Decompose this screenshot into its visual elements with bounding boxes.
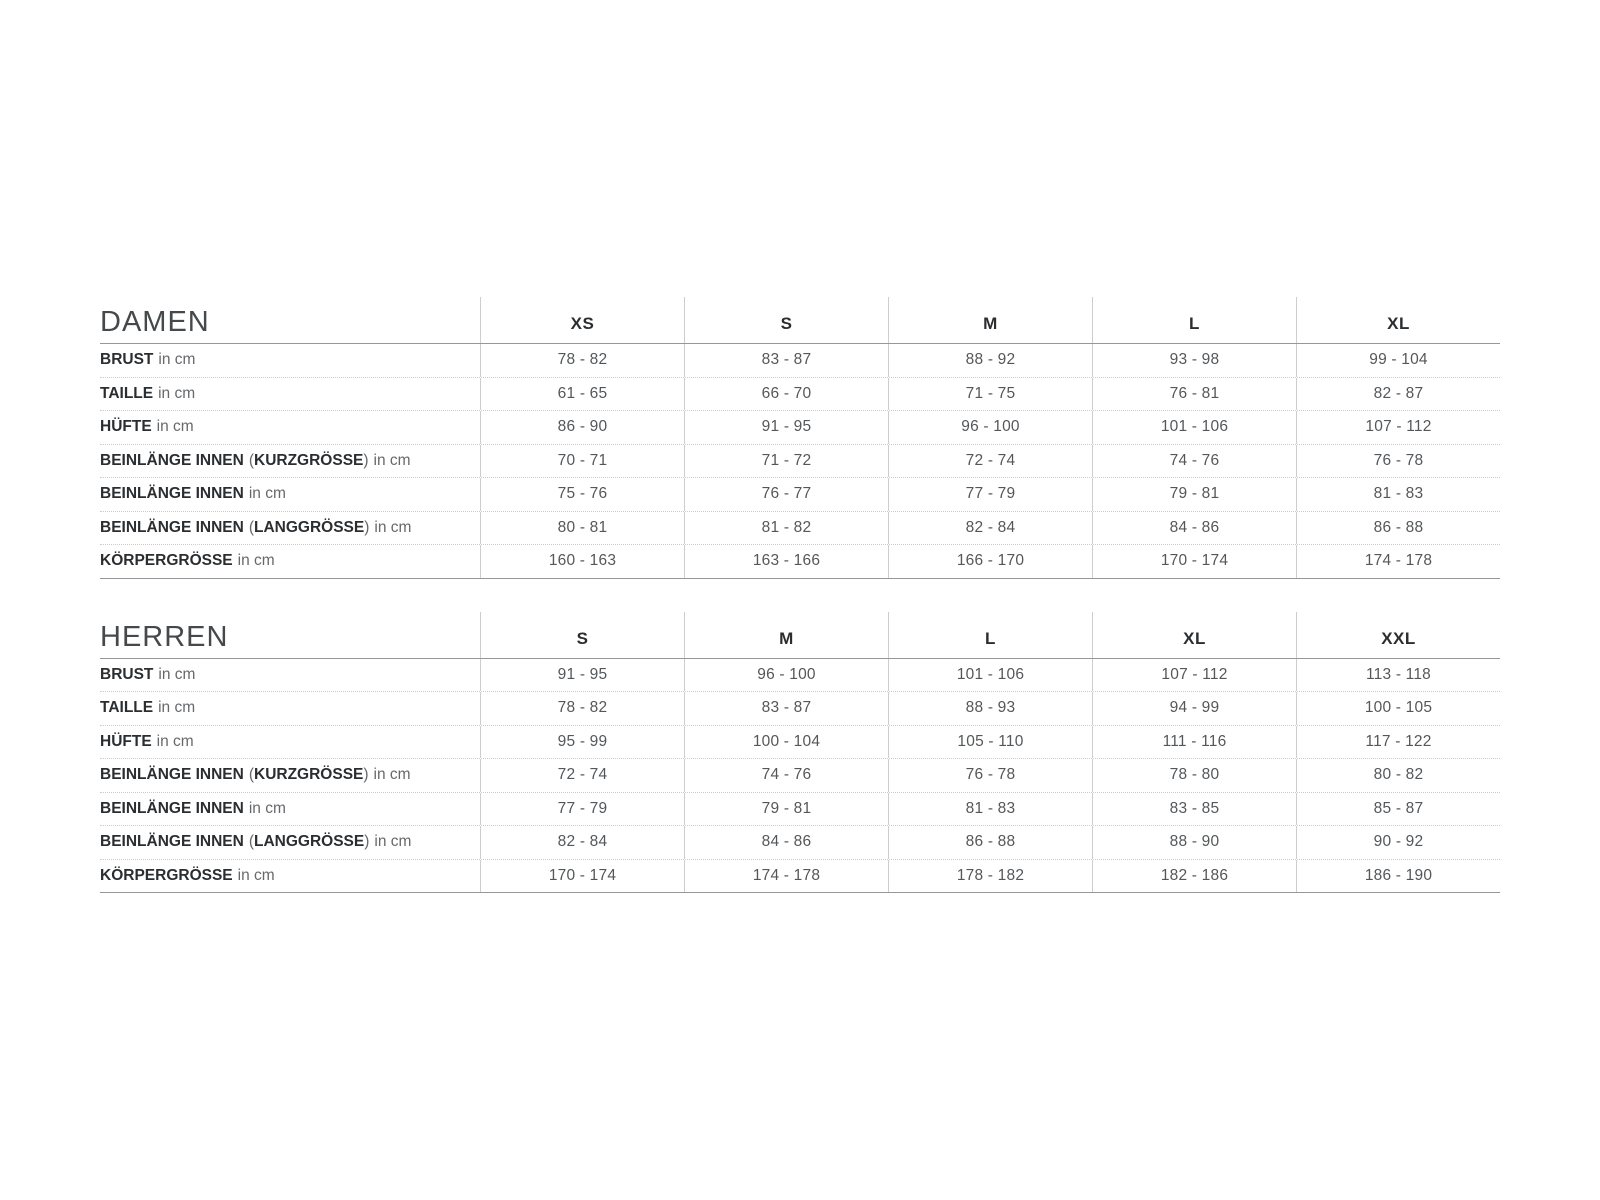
row-label-cell: [100, 478, 480, 511]
value-cell: [1296, 378, 1500, 411]
value-cell: [684, 445, 888, 478]
value-cell: [684, 726, 888, 759]
size-range-value: 99 - 104: [1369, 351, 1428, 369]
row-label-cell: [100, 726, 480, 759]
value-cell: [684, 545, 888, 578]
size-range-value: 79 - 81: [1169, 485, 1220, 503]
row-label-unit: in cm: [237, 552, 275, 570]
size-range-value: 82 - 84: [557, 833, 608, 851]
size-range-value: 186 - 190: [1364, 866, 1433, 884]
value-cell: [1092, 344, 1296, 377]
size-range-value: 101 - 106: [956, 665, 1025, 683]
row-label-bold: BEINLÄNGE INNEN: [100, 833, 244, 851]
value-cell: [1296, 826, 1500, 859]
value-cell: [888, 692, 1092, 725]
size-range-value: 174 - 178: [1364, 552, 1433, 570]
size-range-value: 91 - 95: [761, 418, 812, 436]
size-range-value: 90 - 92: [1373, 833, 1424, 851]
size-range-value: 72 - 74: [557, 766, 608, 784]
value-cell: [1296, 445, 1500, 478]
value-cell: [684, 692, 888, 725]
table-title-cell: [100, 297, 480, 343]
size-label: S: [576, 628, 589, 648]
table-header-row: [100, 612, 1500, 659]
row-label-unit: in cm: [374, 833, 412, 851]
value-cell: [888, 659, 1092, 692]
size-range-value: 80 - 81: [557, 518, 608, 536]
paren-close: ): [363, 766, 369, 784]
size-range-value: 81 - 82: [761, 518, 812, 536]
size-range-value: 91 - 95: [557, 665, 608, 683]
value-cell: [1092, 445, 1296, 478]
size-range-value: 79 - 81: [761, 799, 812, 817]
size-column-header: [480, 297, 684, 343]
size-table-damen: [100, 297, 1500, 579]
table-row: [100, 378, 1500, 412]
row-label-unit: in cm: [158, 699, 196, 717]
table-title-herren: HERREN: [100, 620, 229, 653]
value-cell: [1296, 659, 1500, 692]
paren-close: ): [364, 518, 370, 536]
size-range-value: 78 - 82: [557, 699, 608, 717]
row-label-unit: in cm: [158, 384, 196, 402]
size-range-value: 96 - 100: [757, 665, 816, 683]
size-label: L: [1189, 314, 1200, 333]
size-range-value: 174 - 178: [752, 866, 821, 884]
value-cell: [480, 793, 684, 826]
value-cell: [1092, 478, 1296, 511]
size-range-value: 84 - 86: [761, 833, 812, 851]
value-cell: [480, 478, 684, 511]
size-range-value: 74 - 76: [1169, 451, 1220, 469]
size-range-value: 76 - 78: [965, 766, 1016, 784]
size-column-header: [1296, 297, 1500, 343]
size-range-value: 74 - 76: [761, 766, 812, 784]
value-cell: [480, 860, 684, 893]
value-cell: [888, 411, 1092, 444]
row-label-paren: KURZGRÖSSE: [254, 766, 364, 784]
table-row: [100, 793, 1500, 827]
value-cell: [888, 726, 1092, 759]
table-row: [100, 659, 1500, 693]
paren-close: ): [363, 451, 369, 469]
value-cell: [684, 826, 888, 859]
value-cell: [1296, 545, 1500, 578]
row-label-bold: HÜFTE: [100, 732, 152, 750]
size-range-value: 78 - 80: [1169, 766, 1220, 784]
row-label-cell: [100, 860, 480, 893]
value-cell: [684, 759, 888, 792]
size-range-value: 113 - 118: [1366, 665, 1431, 683]
value-cell: [480, 545, 684, 578]
table-row: [100, 759, 1500, 793]
size-range-value: 100 - 104: [752, 732, 821, 750]
row-label-unit: in cm: [374, 518, 412, 536]
value-cell: [888, 512, 1092, 545]
size-table-herren: [100, 612, 1500, 894]
size-range-value: 170 - 174: [548, 866, 617, 884]
size-range-value: 163 - 166: [752, 552, 821, 570]
value-cell: [684, 659, 888, 692]
size-range-value: 178 - 182: [956, 866, 1025, 884]
size-range-value: 88 - 92: [965, 351, 1016, 369]
size-column-header: [888, 612, 1092, 658]
value-cell: [1092, 545, 1296, 578]
size-range-value: 77 - 79: [557, 799, 608, 817]
size-range-value: 83 - 85: [1169, 799, 1220, 817]
row-label-paren: KURZGRÖSSE: [254, 451, 364, 469]
size-range-value: 100 - 105: [1364, 699, 1433, 717]
size-column-header: [1296, 612, 1500, 658]
size-column-header: [888, 297, 1092, 343]
paren-open: (: [248, 451, 254, 469]
row-label-cell: [100, 759, 480, 792]
row-label-paren: LANGGRÖSSE: [254, 518, 365, 536]
size-label: XL: [1387, 314, 1410, 333]
row-label-bold: BEINLÄNGE INNEN: [100, 451, 244, 469]
value-cell: [684, 512, 888, 545]
row-label-cell: [100, 344, 480, 377]
table-row: [100, 512, 1500, 546]
size-range-value: 75 - 76: [557, 485, 608, 503]
size-range-value: 80 - 82: [1373, 766, 1424, 784]
value-cell: [480, 759, 684, 792]
size-range-value: 81 - 83: [1373, 485, 1424, 503]
row-label-bold: BEINLÄNGE INNEN: [100, 518, 244, 536]
size-range-value: 82 - 84: [965, 518, 1016, 536]
value-cell: [1296, 860, 1500, 893]
size-label: XL: [1183, 628, 1206, 648]
size-range-value: 61 - 65: [557, 384, 608, 402]
row-label-bold: TAILLE: [100, 699, 154, 717]
size-label: XXL: [1381, 628, 1416, 648]
value-cell: [1092, 726, 1296, 759]
value-cell: [480, 411, 684, 444]
size-range-value: 66 - 70: [761, 384, 812, 402]
size-range-value: 170 - 174: [1160, 552, 1229, 570]
size-column-header: [1092, 297, 1296, 343]
value-cell: [684, 344, 888, 377]
table-row: [100, 726, 1500, 760]
size-range-value: 111 - 116: [1162, 732, 1227, 750]
value-cell: [1092, 759, 1296, 792]
size-range-value: 84 - 86: [1169, 518, 1220, 536]
value-cell: [1296, 793, 1500, 826]
row-label-unit: in cm: [156, 418, 194, 436]
paren-open: (: [248, 833, 254, 851]
row-label-bold: BEINLÄNGE INNEN: [100, 799, 244, 817]
row-label-bold: BEINLÄNGE INNEN: [100, 485, 244, 503]
value-cell: [1092, 659, 1296, 692]
size-column-header: [684, 297, 888, 343]
size-range-value: 76 - 81: [1169, 384, 1220, 402]
paren-open: (: [248, 766, 254, 784]
row-label-bold: BRUST: [100, 351, 154, 369]
size-range-value: 160 - 163: [548, 552, 617, 570]
value-cell: [1092, 860, 1296, 893]
value-cell: [684, 378, 888, 411]
size-range-value: 86 - 88: [1373, 518, 1424, 536]
row-label-unit: in cm: [158, 665, 196, 683]
size-range-value: 117 - 122: [1365, 732, 1432, 750]
row-label-unit: in cm: [156, 732, 194, 750]
value-cell: [480, 344, 684, 377]
size-range-value: 88 - 90: [1169, 833, 1220, 851]
paren-close: ): [364, 833, 370, 851]
value-cell: [888, 759, 1092, 792]
value-cell: [480, 378, 684, 411]
row-label-cell: [100, 545, 480, 578]
value-cell: [684, 478, 888, 511]
size-range-value: 101 - 106: [1160, 418, 1229, 436]
table-row: [100, 860, 1500, 894]
value-cell: [684, 793, 888, 826]
size-label: M: [983, 314, 998, 333]
size-range-value: 182 - 186: [1160, 866, 1229, 884]
size-label: S: [780, 314, 793, 333]
paren-open: (: [248, 518, 254, 536]
value-cell: [480, 692, 684, 725]
row-label-unit: in cm: [248, 485, 286, 503]
row-label-cell: [100, 512, 480, 545]
value-cell: [1296, 726, 1500, 759]
row-label-cell: [100, 411, 480, 444]
size-range-value: 77 - 79: [965, 485, 1016, 503]
size-range-value: 78 - 82: [557, 351, 608, 369]
value-cell: [888, 378, 1092, 411]
size-range-value: 72 - 74: [965, 451, 1016, 469]
row-label-bold: KÖRPERGRÖSSE: [100, 552, 233, 570]
value-cell: [1296, 411, 1500, 444]
value-cell: [1296, 759, 1500, 792]
size-range-value: 107 - 112: [1161, 665, 1228, 683]
row-label-bold: TAILLE: [100, 384, 154, 402]
table-row: [100, 826, 1500, 860]
size-range-value: 81 - 83: [965, 799, 1016, 817]
row-label-unit: in cm: [158, 351, 196, 369]
row-label-bold: BEINLÄNGE INNEN: [100, 766, 244, 784]
value-cell: [888, 545, 1092, 578]
size-range-value: 88 - 93: [965, 699, 1016, 717]
table-row: [100, 411, 1500, 445]
size-range-value: 105 - 110: [957, 732, 1024, 750]
row-label-paren: LANGGRÖSSE: [254, 833, 365, 851]
value-cell: [1092, 826, 1296, 859]
row-label-cell: [100, 826, 480, 859]
size-range-value: 76 - 77: [761, 485, 812, 503]
size-range-value: 85 - 87: [1373, 799, 1424, 817]
size-range-value: 95 - 99: [557, 732, 608, 750]
value-cell: [684, 411, 888, 444]
value-cell: [480, 445, 684, 478]
row-label-cell: [100, 378, 480, 411]
value-cell: [480, 826, 684, 859]
size-range-value: 76 - 78: [1373, 451, 1424, 469]
row-label-cell: [100, 659, 480, 692]
row-label-cell: [100, 793, 480, 826]
size-range-value: 93 - 98: [1169, 351, 1220, 369]
value-cell: [1092, 793, 1296, 826]
size-range-value: 83 - 87: [761, 699, 812, 717]
value-cell: [888, 826, 1092, 859]
value-cell: [1296, 478, 1500, 511]
size-range-value: 86 - 90: [557, 418, 608, 436]
row-label-bold: HÜFTE: [100, 418, 152, 436]
value-cell: [888, 860, 1092, 893]
tables-root: [100, 297, 1500, 893]
table-row: [100, 692, 1500, 726]
table-title-damen: DAMEN: [100, 306, 210, 338]
value-cell: [888, 478, 1092, 511]
value-cell: [480, 726, 684, 759]
value-cell: [888, 445, 1092, 478]
size-label: L: [985, 628, 996, 648]
table-row: [100, 445, 1500, 479]
value-cell: [480, 512, 684, 545]
value-cell: [1296, 344, 1500, 377]
value-cell: [1296, 692, 1500, 725]
value-cell: [1296, 512, 1500, 545]
row-label-unit: in cm: [373, 451, 411, 469]
size-range-value: 86 - 88: [965, 833, 1016, 851]
value-cell: [888, 344, 1092, 377]
table-row: [100, 545, 1500, 579]
size-range-value: 107 - 112: [1365, 418, 1432, 436]
size-range-value: 94 - 99: [1169, 699, 1220, 717]
size-label: XS: [570, 314, 595, 333]
table-row: [100, 344, 1500, 378]
value-cell: [684, 860, 888, 893]
size-column-header: [684, 612, 888, 658]
size-column-header: [1092, 612, 1296, 658]
value-cell: [480, 659, 684, 692]
value-cell: [888, 793, 1092, 826]
size-range-value: 70 - 71: [557, 451, 608, 469]
row-label-cell: [100, 692, 480, 725]
size-range-value: 96 - 100: [961, 418, 1020, 436]
row-label-unit: in cm: [373, 766, 411, 784]
value-cell: [1092, 378, 1296, 411]
row-label-unit: in cm: [248, 799, 286, 817]
size-range-value: 166 - 170: [956, 552, 1025, 570]
size-column-header: [480, 612, 684, 658]
row-label-bold: KÖRPERGRÖSSE: [100, 866, 233, 884]
value-cell: [1092, 692, 1296, 725]
value-cell: [1092, 411, 1296, 444]
row-label-cell: [100, 445, 480, 478]
row-label-bold: BRUST: [100, 665, 154, 683]
row-label-unit: in cm: [237, 866, 275, 884]
size-range-value: 82 - 87: [1373, 384, 1424, 402]
size-range-value: 83 - 87: [761, 351, 812, 369]
table-row: [100, 478, 1500, 512]
value-cell: [1092, 512, 1296, 545]
table-header-row: [100, 297, 1500, 344]
size-range-value: 71 - 75: [965, 384, 1016, 402]
size-label: M: [779, 628, 794, 648]
size-range-value: 71 - 72: [761, 451, 812, 469]
table-title-cell: [100, 612, 480, 658]
